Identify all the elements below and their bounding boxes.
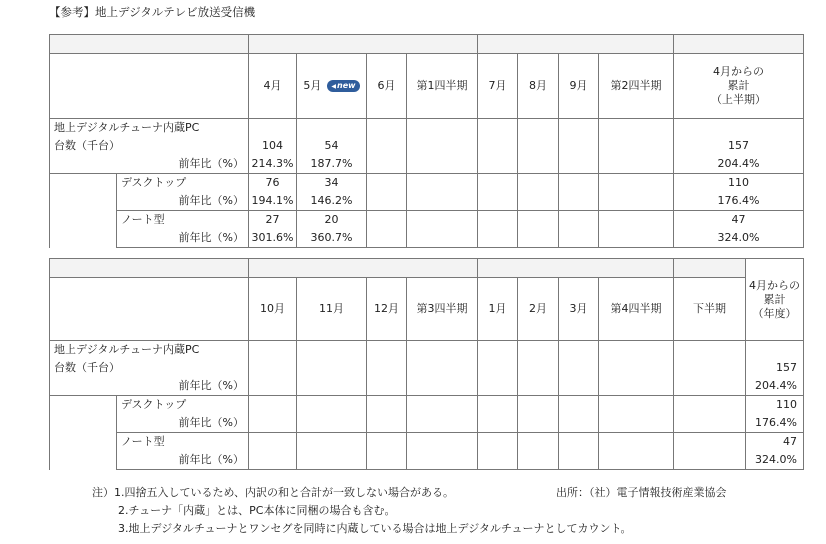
col-header: 1月 (478, 278, 518, 341)
cell-note-may: 20 360.7% (297, 211, 367, 248)
cell-total-apr: 104 214.3% (249, 119, 297, 174)
row-label: デスクトップ 前年比（%） (117, 396, 249, 433)
row-desktop (50, 396, 804, 433)
row-label: 地上デジタルチューナ内蔵PC 台数（千台） 前年比（%） (50, 341, 249, 396)
cell-note-cum: 47 324.0% (674, 211, 804, 248)
col-header: 8月 (518, 54, 559, 119)
header-row (50, 54, 804, 119)
cum-header: 4月からの 累計 （上半期） (674, 54, 804, 119)
row-label: ノート型 前年比（%） (117, 211, 249, 248)
page-title: 【参考】地上デジタルテレビ放送受信機 (49, 5, 256, 19)
col-header: 7月 (478, 54, 518, 119)
col-header: 第4四半期 (599, 278, 674, 341)
header-blank (50, 54, 249, 119)
indent-cell (50, 174, 117, 211)
col-header: 下半期 (674, 278, 746, 341)
cell-desk-apr: 76 194.1% (249, 174, 297, 211)
cell-note-apr: 27 301.6% (249, 211, 297, 248)
table-second-half (49, 258, 804, 470)
col-header: 第1四半期 (407, 54, 478, 119)
cell-desk-cum: 110 176.4% (746, 396, 804, 433)
new-badge[interactable]: ◀ new (327, 80, 359, 92)
footnote: 注）1.四捨五入しているため、内訳の和と合計が一致しない場合がある。 (92, 486, 455, 499)
col-header: 第3四半期 (407, 278, 478, 341)
table-first-half (49, 34, 804, 248)
row-label: ノート型 前年比（%） (117, 433, 249, 470)
row-label: 地上デジタルチューナ内蔵PC 台数（千台） 前年比（%） (50, 119, 249, 174)
col-header: 12月 (367, 278, 407, 341)
footnote: 2.チューナ「内蔵」とは、PC本体に同梱の場合も含む。 (118, 504, 396, 517)
footnote: 3.地上デジタルチューナとワンセグを同時に内蔵している場合は地上デジタルチューナとしてカウント。 (118, 522, 632, 535)
row-desktop (50, 174, 804, 211)
col-header: 11月 (297, 278, 367, 341)
indent-cell (50, 433, 117, 470)
cum-header: 4月からの 累計 （年度） (746, 259, 804, 341)
row-label: デスクトップ 前年比（%） (117, 174, 249, 211)
cell-desk-cum: 110 176.4% (674, 174, 804, 211)
col-header: 第2四半期 (599, 54, 674, 119)
cell-total-cum: 157 204.4% (746, 341, 804, 396)
col-header: 6月 (367, 54, 407, 119)
col-header-may: 5月◀ new (297, 54, 367, 119)
cell-total-cum: 157 204.4% (674, 119, 804, 174)
cell-desk-may: 34 146.2% (297, 174, 367, 211)
indent-cell (50, 396, 117, 433)
row-total (50, 341, 804, 396)
row-notebook (50, 211, 804, 248)
row-notebook (50, 433, 804, 470)
col-header: 3月 (559, 278, 599, 341)
source-credit: 出所：（社）電子情報技術産業協会 (556, 486, 727, 499)
footnotes (92, 484, 632, 538)
header-row (50, 278, 804, 341)
col-header: 10月 (249, 278, 297, 341)
cell-total-may: 54 187.7% (297, 119, 367, 174)
indent-cell (50, 211, 117, 248)
col-header: 9月 (559, 54, 599, 119)
cell-note-cum: 47 324.0% (746, 433, 804, 470)
header-bar (50, 259, 804, 278)
header-bar (50, 35, 804, 54)
col-header: 4月 (249, 54, 297, 119)
header-blank (50, 278, 249, 341)
col-header: 2月 (518, 278, 559, 341)
row-total (50, 119, 804, 174)
